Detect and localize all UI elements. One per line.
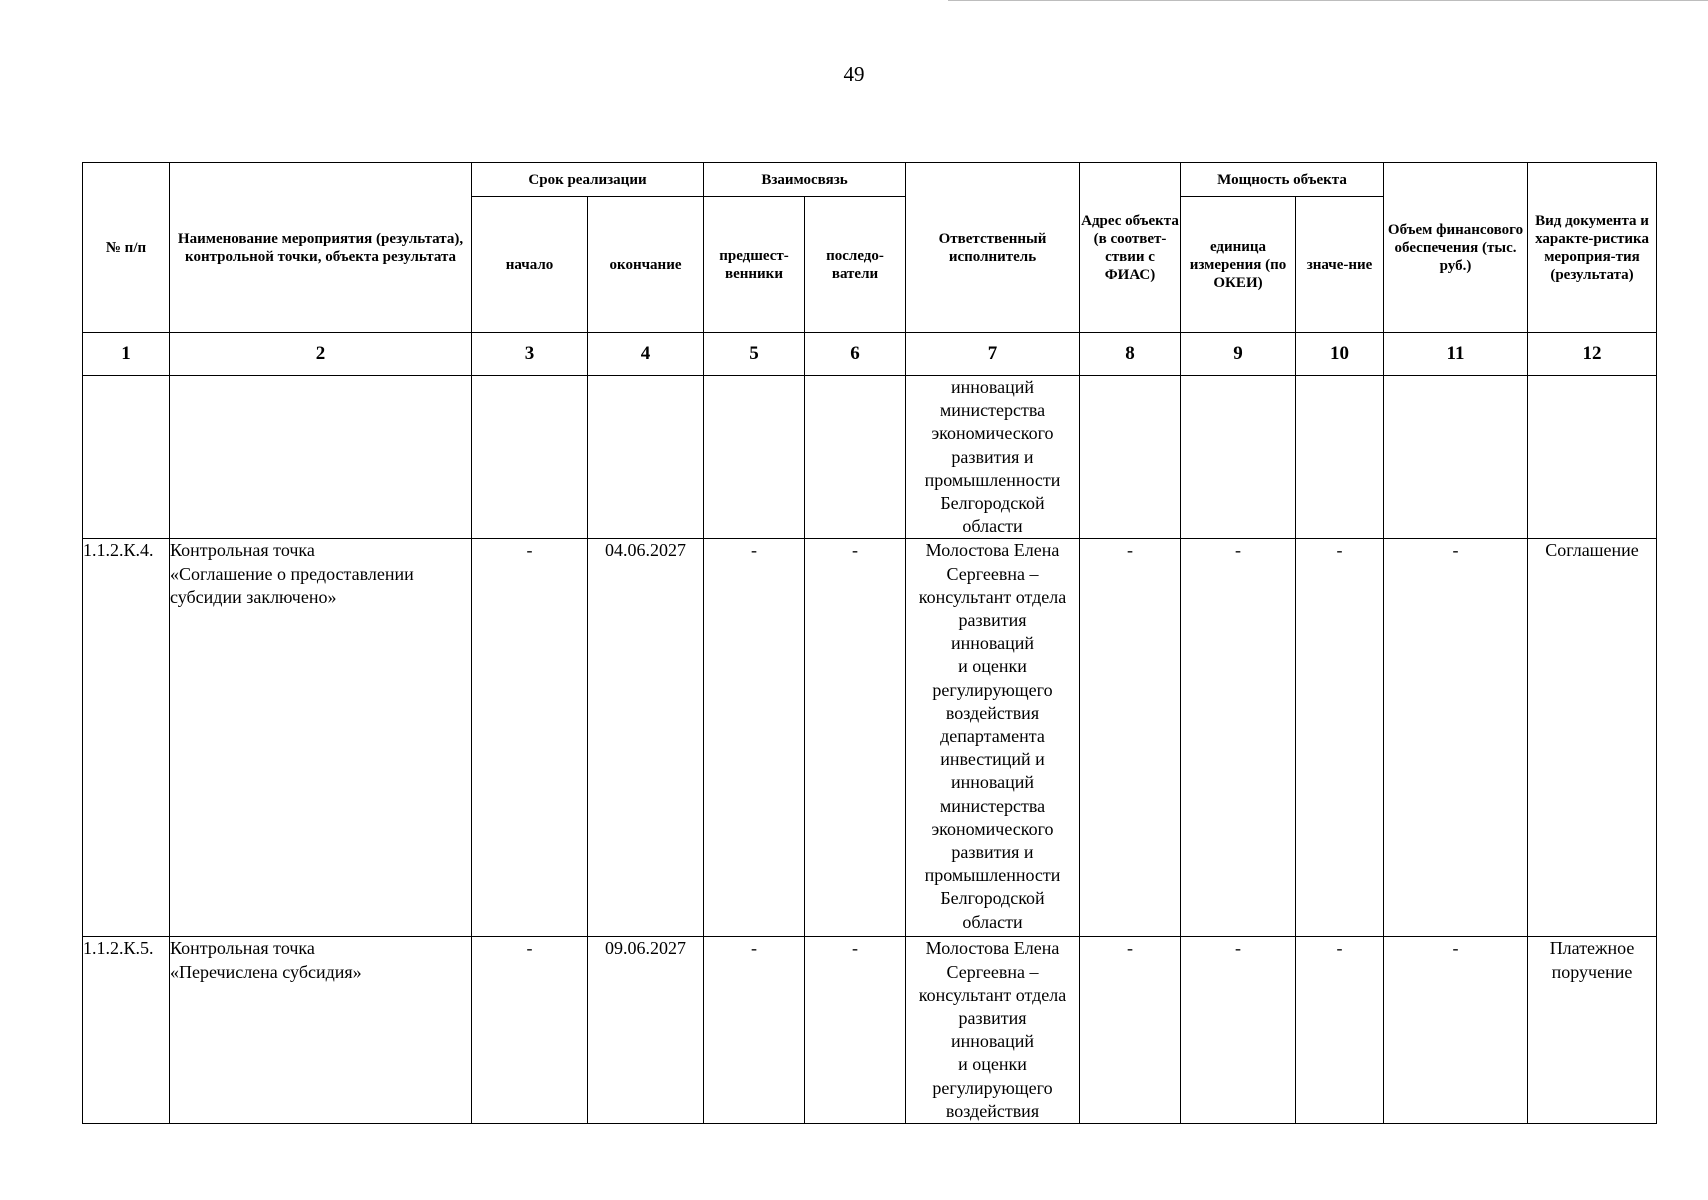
header-address: Адрес объекта (в соответ-ствии с ФИАС) [1080, 163, 1181, 333]
events-table [82, 162, 1657, 1124]
row-financing [1384, 376, 1528, 539]
column-number: 9 [1181, 333, 1296, 376]
row-name [170, 376, 472, 539]
column-number: 5 [704, 333, 805, 376]
row-financing: - [1384, 937, 1528, 1124]
column-number: 8 [1080, 333, 1181, 376]
row-name: Контрольная точка «Соглашение о предоставлении субсидии заключено» [170, 539, 472, 937]
row-unit [1181, 376, 1296, 539]
row-number: 1.1.2.К.5. [83, 937, 170, 1124]
row-address: - [1080, 937, 1181, 1124]
row-executor: Молостова Елена Сергеевна – консультант отдела развития инноваций и оценки регулирующего воздействия департамента инвестиций и инноваций министерства экономического развития и промышленности Белгородской области [906, 539, 1080, 937]
row-document [1528, 376, 1657, 539]
row-predecessors: - [704, 539, 805, 937]
column-number: 3 [472, 333, 588, 376]
header-name: Наименование мероприятия (результата), контрольной точки, объекта результата [170, 163, 472, 333]
header-term-group: Срок реализации [472, 163, 704, 197]
row-successors [805, 376, 906, 539]
header-num: № п/п [83, 163, 170, 333]
header-successors: последо-ватели [805, 197, 906, 333]
row-document: Платежное поручение [1528, 937, 1657, 1124]
column-number: 1 [83, 333, 170, 376]
header-document: Вид документа и характе-ристика мероприя-тия (результата) [1528, 163, 1657, 333]
row-start: - [472, 539, 588, 937]
row-start [472, 376, 588, 539]
row-number: 1.1.2.К.4. [83, 539, 170, 937]
header-unit: единица измерения (по ОКЕИ) [1181, 197, 1296, 333]
row-number [83, 376, 170, 539]
row-successors: - [805, 937, 906, 1124]
page-number: 49 [843, 62, 865, 86]
column-number: 2 [170, 333, 472, 376]
row-name: Контрольная точка «Перечислена субсидия» [170, 937, 472, 1124]
header-financing: Объем финансового обеспечения (тыс. руб.) [1384, 163, 1528, 333]
column-number: 12 [1528, 333, 1657, 376]
row-executor: Молостова Елена Сергеевна – консультант отдела развития инноваций и оценки регулирующего воздействия [906, 937, 1080, 1124]
row-value: - [1296, 937, 1384, 1124]
row-successors: - [805, 539, 906, 937]
row-end: 09.06.2027 [588, 937, 704, 1124]
row-end [588, 376, 704, 539]
table-row [83, 937, 1657, 1124]
row-document: Соглашение [1528, 539, 1657, 937]
table-row [83, 539, 1657, 937]
row-unit: - [1181, 539, 1296, 937]
header-start: начало [472, 197, 588, 333]
row-value [1296, 376, 1384, 539]
table-row [83, 376, 1657, 539]
column-number: 10 [1296, 333, 1384, 376]
header-link-group: Взаимосвязь [704, 163, 906, 197]
column-number: 11 [1384, 333, 1528, 376]
row-unit: - [1181, 937, 1296, 1124]
row-financing: - [1384, 539, 1528, 937]
scan-top-rule [948, 0, 1708, 1]
column-number: 6 [805, 333, 906, 376]
row-executor: инноваций министерства экономического развития и промышленности Белгородской области [906, 376, 1080, 539]
header-executor: Ответственный исполнитель [906, 163, 1080, 333]
row-end: 04.06.2027 [588, 539, 704, 937]
header-end: окончание [588, 197, 704, 333]
column-number-row [83, 333, 1657, 376]
row-value: - [1296, 539, 1384, 937]
row-predecessors [704, 376, 805, 539]
header-power-group: Мощность объекта [1181, 163, 1384, 197]
row-predecessors: - [704, 937, 805, 1124]
row-address: - [1080, 539, 1181, 937]
row-address [1080, 376, 1181, 539]
column-number: 4 [588, 333, 704, 376]
header-value: значе-ние [1296, 197, 1384, 333]
column-number: 7 [906, 333, 1080, 376]
header-predecessors: предшест-венники [704, 197, 805, 333]
row-start: - [472, 937, 588, 1124]
